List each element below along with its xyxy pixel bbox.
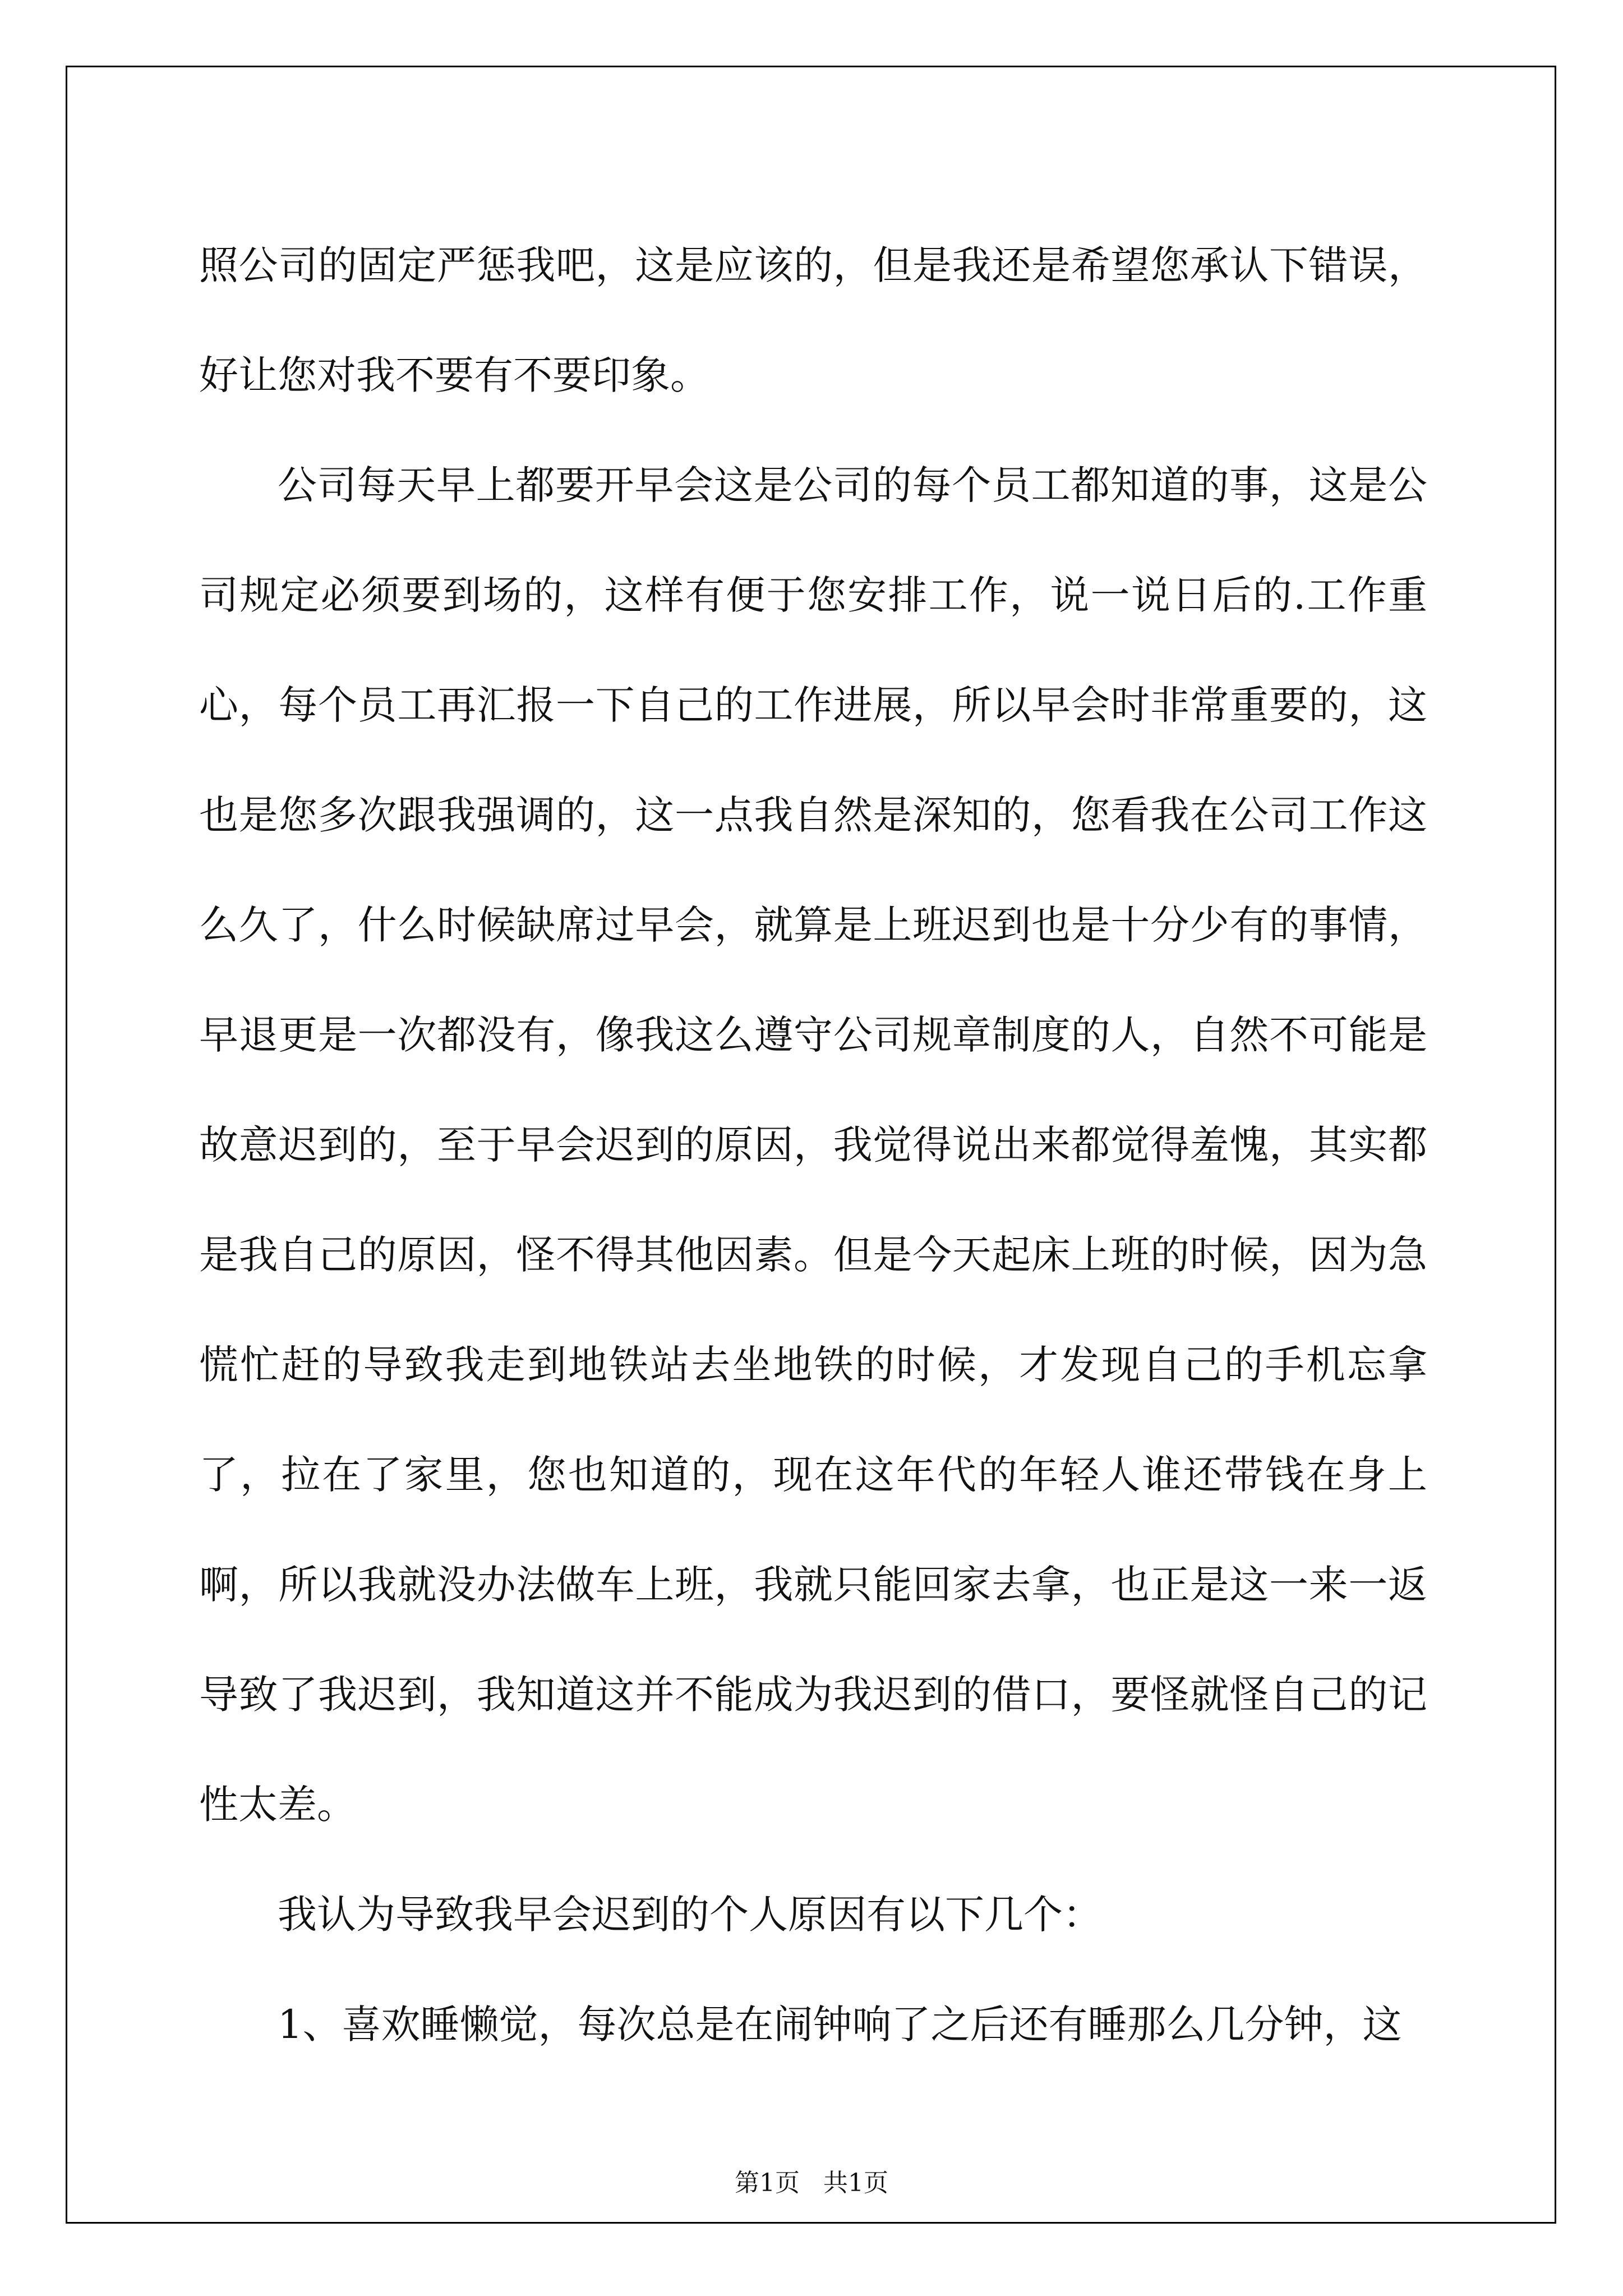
- page-footer: [0, 2162, 1623, 2198]
- paragraph-1: 照公司的固定严惩我吧，这是应该的，但是我还是希望您承认下错误，好让您对我不要有不要印象。: [199, 242, 1427, 398]
- page-number: 第1页: [735, 2169, 800, 2197]
- paragraph-2: 公司每天早上都要开早会这是公司的每个员工都知道的事，这是公司规定必须要到场的，这样有便于您安排工作，说一说日后的.工作重心，每个员工再汇报一下自己的工作进展，所以早会时非常重要的，这也是您多次跟我强调的，这一点我自然是深知的，您看我在公司工作这么久了，什么时候缺席过早会，就算是上班迟到也是十分少有的事情，早退更是一次都没有，像我这么遵守公司规章制度的人，自然不可能是故意迟到的，至于早会迟到的原因，我觉得说出来都觉得羞愧，其实都是我自己的原因，怪不得其他因素。但是今天起床上班的时候，因为急慌忙赶的导致我走到地铁站去坐地铁的时候，才发现自己的手机忘拿了，拉在了家里，您也知道的，现在这年代的年轻人谁还带钱在身上啊，所以我就没办法做车上班，我就只能回家去拿，也正是这一来一返导致了我迟到，我知道这并不能成为我迟到的借口，要怪就怪自己的记性太差。: [199, 462, 1427, 1828]
- document-body: [199, 210, 1427, 2079]
- paragraph-4: 1、喜欢睡懒觉，每次总是在闹钟响了之后还有睡那么几分钟，这: [278, 2001, 1402, 2047]
- paragraph-3: 我认为导致我早会迟到的个人原因有以下几个：: [278, 1892, 1102, 1938]
- page-total: 共1页: [823, 2169, 888, 2197]
